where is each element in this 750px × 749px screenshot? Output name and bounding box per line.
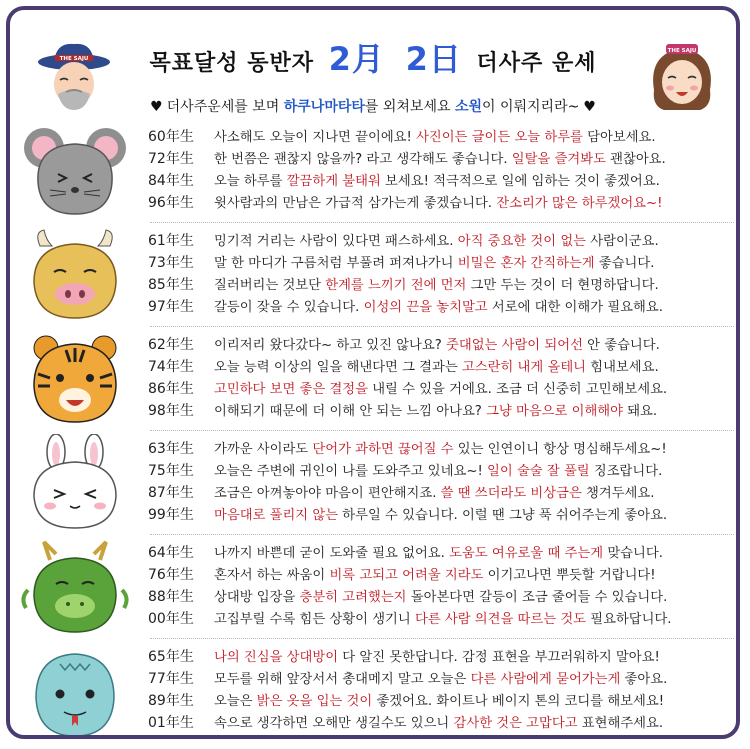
fortune-text: 괜찮아요. (605, 152, 666, 167)
fortune-line (148, 252, 736, 274)
fortune-line (148, 400, 736, 422)
fortune-line (148, 378, 736, 400)
fortune-text: 이리저리 왔다갔다~ 하고 있진 않나요? (214, 338, 447, 353)
fortune-text: 있는 인연이니 항상 명심해두세요~! (453, 442, 667, 457)
highlight-text: 잔소리가 많은 하루겠어요~! (496, 196, 663, 211)
highlight-text: 다른 사람 의견을 따르는 것도 (414, 612, 587, 627)
fortune-line (148, 334, 736, 356)
birth-year-label: 74年生 (148, 359, 194, 375)
fortune-line (148, 274, 736, 296)
dragon-lines (148, 542, 736, 630)
fortune-line (148, 148, 736, 170)
birth-year-label: 85年生 (148, 277, 194, 293)
birth-year-label: 88年生 (148, 589, 194, 605)
fortune-text: 조금은 아껴놓아야 마음이 편안해지죠. (214, 486, 441, 501)
highlight-text: 단어가 과하면 끊어질 수 (312, 442, 454, 457)
fortune-line (148, 608, 736, 630)
fortune-text: 혼자서 하는 싸움이 (214, 568, 330, 583)
fortune-text: 말 한 마디가 구름처럼 부풀려 퍼져나가니 (214, 256, 458, 271)
fortune-text: 서로에 대한 이해가 필요해요. (487, 300, 663, 315)
fortune-text: 질러버리는 것보단 (214, 278, 326, 293)
birth-year-label: 61年生 (148, 233, 194, 249)
birth-year-label: 00年生 (148, 611, 194, 627)
fortune-text: 이해되기 때문에 더 이해 안 되는 느낌 아나요? (214, 404, 487, 419)
subtitle-post: 이 이뤄지리라~ (482, 99, 580, 115)
man-hat-text: THE SAJU (59, 56, 89, 62)
fortune-text: 안 좋습니다. (582, 338, 660, 353)
ox-icon (20, 226, 130, 322)
highlight-text: 그냥 마음으로 이해해야 (486, 404, 623, 419)
fortune-text: 모두를 위해 앞장서서 총대메지 말고 오늘은 (214, 672, 471, 687)
snake-lines (148, 646, 736, 734)
divider (150, 638, 734, 639)
fortune-text: 그만 두는 것이 더 현명하답니다. (466, 278, 659, 293)
fortune-line (148, 170, 736, 192)
fortune-line (148, 542, 736, 564)
fortune-line (148, 460, 736, 482)
fortune-line (148, 296, 736, 318)
birth-year-label: 75年生 (148, 463, 194, 479)
title-day: 2日 (405, 40, 462, 78)
fortune-text: 하루일 수 있습니다. 이럴 땐 그냥 푹 쉬어주는게 좋아요. (338, 508, 668, 523)
tiger-lines (148, 334, 736, 422)
fortune-line (148, 438, 736, 460)
fortune-text: 보세요! 적극적으로 일에 임하는 것이 좋겠어요. (380, 174, 660, 189)
zodiac-group-rabbit (10, 432, 736, 532)
ox-lines (148, 230, 736, 318)
fortune-text: 갈등이 잦을 수 있습니다. (214, 300, 364, 315)
subtitle (10, 96, 736, 116)
birth-year-label: 60年生 (148, 129, 194, 145)
fortune-text: 사람이군요. (586, 234, 659, 249)
tiger-icon (20, 330, 130, 426)
divider (150, 430, 734, 431)
fortune-text: 돼요. (622, 404, 658, 419)
title-left: 목표달성 동반자 (149, 51, 314, 76)
highlight-text: 깔끔하게 불태워 (286, 174, 381, 189)
fortune-text: 좋겠어요. 화이트나 베이지 톤의 코디를 해보세요! (372, 694, 665, 709)
fortune-line (148, 482, 736, 504)
birth-year-label: 73年生 (148, 255, 194, 271)
fortune-text: 좋습니다. (594, 256, 655, 271)
fortune-text: 오늘 능력 이상의 일을 해낸다면 그 결과는 (214, 360, 462, 375)
rat-icon (20, 122, 130, 218)
birth-year-label: 87年生 (148, 485, 194, 501)
fortune-text: 오늘 하루를 (214, 174, 287, 189)
subtitle-word1: 하쿠나마타타 (283, 99, 365, 115)
birth-year-label: 84年生 (148, 173, 194, 189)
fortune-text: 돌아본다면 갈등이 조금 줄어들 수 있습니다. (406, 590, 668, 605)
birth-year-label: 99年生 (148, 507, 194, 523)
birth-year-label: 98年生 (148, 403, 194, 419)
fortune-text: 오늘은 (214, 694, 257, 709)
highlight-text: 이성의 끈을 놓치말고 (363, 300, 488, 315)
divider (150, 534, 734, 535)
fortune-text: 사소해도 오늘이 지나면 끝이에요! (214, 130, 417, 145)
fortune-line (148, 564, 736, 586)
fortune-text: 필요하답니다. (586, 612, 672, 627)
rabbit-icon (20, 434, 130, 530)
zodiac-group-ox (10, 224, 736, 324)
highlight-text: 쓸 땐 쓰더라도 비상금은 (440, 486, 582, 501)
birth-year-label: 86年生 (148, 381, 194, 397)
subtitle-word2: 소원 (454, 99, 483, 115)
fortune-text: 다 알진 못한답니다. 감정 표현을 부끄러워하지 말아요! (338, 650, 660, 665)
fortune-line (148, 646, 736, 668)
zodiac-group-tiger (10, 328, 736, 428)
birth-year-label: 76年生 (148, 567, 194, 583)
fortune-text: 밍기적 거리는 사람이 있다면 패스하세요. (214, 234, 458, 249)
birth-year-label: 89年生 (148, 693, 194, 709)
subtitle-mid: 를 외쳐보세요 (364, 99, 455, 115)
fortune-text: 담아보세요. (582, 130, 656, 145)
highlight-text: 비록 고되고 어려울 지라도 (329, 568, 484, 583)
heart-icon: ♥ (150, 99, 163, 115)
divider (150, 222, 734, 223)
page-title (10, 34, 736, 80)
birth-year-label: 62年生 (148, 337, 194, 353)
subtitle-pre: 더사주운세를 보며 (166, 99, 284, 115)
birth-year-label: 64年生 (148, 545, 194, 561)
highlight-text: 도움도 여유로울 때 주는게 (449, 546, 604, 561)
birth-year-label: 72年生 (148, 151, 194, 167)
fortune-text: 나까지 바쁜데 굳이 도와줄 필요 없어요. (214, 546, 450, 561)
fortune-line (148, 126, 736, 148)
fortune-line (148, 586, 736, 608)
title-month: 2月 (328, 40, 385, 78)
fortune-line (148, 668, 736, 690)
highlight-text: 일이 술술 잘 풀릴 (487, 464, 590, 479)
divider (150, 326, 734, 327)
fortune-text: 힘내보세요. (586, 360, 659, 375)
fortune-line (148, 712, 736, 734)
highlight-text: 사진이든 글이든 오늘 하루를 (416, 130, 583, 145)
dragon-icon (20, 538, 130, 634)
birth-year-label: 01年生 (148, 715, 194, 731)
zodiac-group-dragon (10, 536, 736, 636)
fortune-text: 가까운 사이라도 (214, 442, 313, 457)
zodiac-group-snake (10, 640, 736, 739)
birth-year-label: 97年生 (148, 299, 194, 315)
rat-lines (148, 126, 736, 214)
birth-year-label: 63年生 (148, 441, 194, 457)
highlight-text: 충분히 고려했는지 (299, 590, 407, 605)
highlight-text: 다른 사람에게 묻어가는게 (470, 672, 621, 687)
fortune-text: 한 번쯤은 괜찮지 않을까? 라고 생각해도 좋습니다. (214, 152, 512, 167)
snake-icon (20, 642, 130, 738)
birth-year-label: 96年生 (148, 195, 194, 211)
highlight-text: 밝은 옷을 입는 것이 (256, 694, 373, 709)
fortune-text: 챙겨두세요. (581, 486, 655, 501)
heart-icon: ♥ (583, 99, 596, 115)
fortune-line (148, 356, 736, 378)
highlight-text: 일탈을 즐겨봐도 (511, 152, 606, 167)
zodiac-group-rat (10, 120, 736, 220)
fortune-line (148, 192, 736, 214)
fortune-line (148, 504, 736, 526)
birth-year-label: 65年生 (148, 649, 194, 665)
highlight-text: 한계를 느끼기 전에 먼저 (325, 278, 467, 293)
fortune-text: 좋아요. (620, 672, 668, 687)
highlight-text: 감사한 것은 고맙다고 (453, 716, 578, 731)
rabbit-lines (148, 438, 736, 526)
fortune-text: 내릴 수 있을 거에요. 조금 더 신중히 고민해보세요. (367, 382, 668, 397)
highlight-text: 나의 진심을 상대방이 (214, 650, 339, 665)
highlight-text: 아직 중요한 것이 없는 (457, 234, 587, 249)
fortune-text: 속으로 생각하면 오해만 생길수도 있으니 (214, 716, 454, 731)
highlight-text: 고스란히 내게 올테니 (461, 360, 587, 375)
fortune-text: 맞습니다. (603, 546, 663, 561)
fortune-text: 고집부릴 수록 힘든 상황이 생기니 (214, 612, 415, 627)
title-right: 더사주 운세 (476, 51, 597, 76)
highlight-text: 줏대없는 사람이 되어선 (446, 338, 583, 353)
highlight-text: 고민하다 보면 좋은 결정을 (214, 382, 368, 397)
fortune-line (148, 690, 736, 712)
birth-year-label: 77年生 (148, 671, 194, 687)
fortune-line (148, 230, 736, 252)
fortune-text: 상대방 입장을 (214, 590, 300, 605)
woman-crown-text: THE SAJU (667, 48, 697, 54)
fortune-text: 오늘은 주변에 귀인이 나를 도와주고 있네요~! (214, 464, 488, 479)
highlight-text: 마음대로 풀리지 않는 (214, 508, 339, 523)
fortune-text: 윗사람과의 만남은 가급적 삼가는게 좋겠습니다. (214, 196, 497, 211)
fortune-text: 표현해주세요. (577, 716, 664, 731)
fortune-text: 이기고나면 뿌듯할 거랍니다! (483, 568, 656, 583)
highlight-text: 비밀은 혼자 간직하는게 (457, 256, 595, 271)
fortune-text: 징조랍니다. (589, 464, 663, 479)
fortune-card (6, 6, 740, 739)
